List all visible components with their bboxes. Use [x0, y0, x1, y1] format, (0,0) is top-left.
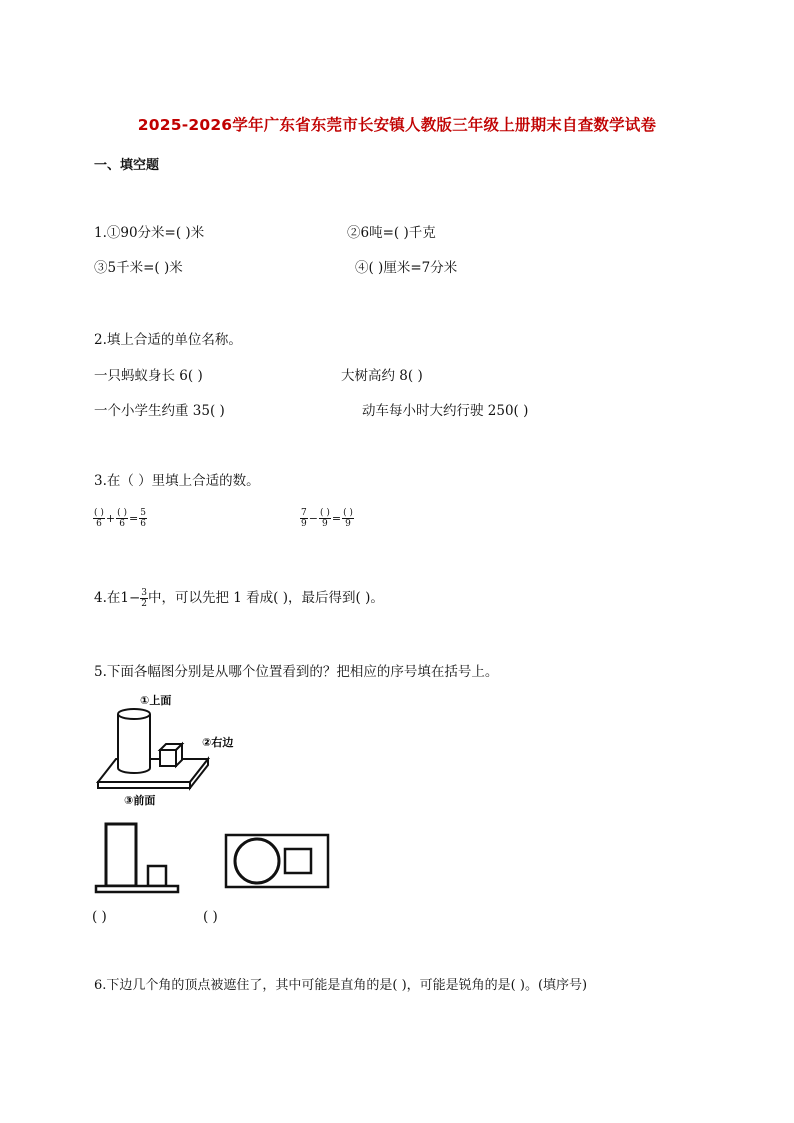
fraction	[319, 508, 331, 529]
label-right-view: ②右边	[202, 736, 234, 749]
q2-part-c: 一个小学生约重 35( )	[94, 403, 225, 419]
cylinder-top-view-circle	[235, 839, 279, 883]
q6-prompt: 6.下边几个角的顶点被遮住了，其中可能是直角的是( )，可能是锐角的是( )。(填序号)	[94, 978, 588, 993]
view-drawing-a	[94, 820, 184, 896]
q2-part-b: 大树高约 8( )	[341, 368, 423, 384]
cylinder-view-rect	[106, 824, 136, 886]
numerator: ( )	[319, 508, 330, 518]
q5-answer-blank-a[interactable]: ( )	[92, 909, 107, 925]
section-heading: 一、填空题	[94, 158, 160, 173]
denominator: 9	[345, 519, 351, 529]
numerator: 5	[140, 508, 146, 518]
fraction	[342, 508, 354, 529]
q4-pre: 4.在1−	[94, 590, 141, 606]
cube-front	[160, 750, 176, 766]
base-view-rect	[96, 886, 178, 892]
minus-sign: −	[308, 512, 318, 525]
numerator: 3	[141, 588, 148, 598]
plus-sign: +	[105, 512, 116, 525]
denominator: 9	[322, 519, 328, 529]
equals-sign: =	[129, 512, 139, 525]
denominator: 6	[140, 519, 146, 529]
denominator: 2	[141, 599, 148, 609]
q5-prompt: 5.下面各幅图分别是从哪个位置看到的？把相应的序号填在括号上。	[94, 664, 499, 680]
denominator: 6	[119, 519, 125, 529]
cylinder-body	[118, 714, 150, 773]
fraction	[140, 588, 148, 609]
cylinder-top	[118, 709, 150, 719]
q3-prompt: 3.在（ ）里填上合适的数。	[94, 473, 260, 489]
q2-part-a: 一只蚂蚁身长 6( )	[94, 368, 203, 384]
q5-answer-blank-b[interactable]: ( )	[203, 909, 218, 925]
numerator: ( )	[117, 508, 127, 518]
label-top-view: ①上面	[140, 694, 172, 707]
q4-post: 中，可以先把 1 看成( )，最后得到( )。	[148, 590, 384, 606]
cube-top-view-rect	[285, 849, 311, 873]
fraction	[116, 508, 128, 529]
q3-equation-2	[300, 508, 354, 529]
q1-part-b: ②6吨=( )千克	[347, 225, 436, 241]
q4-line	[94, 588, 384, 609]
fraction	[139, 508, 147, 529]
page-title: 2025-2026学年广东省东莞市长安镇人教版三年级上册期末自查数学试卷	[137, 116, 657, 134]
fraction	[300, 508, 308, 529]
q1-part-a: 1.①90分米=( )米	[94, 225, 205, 241]
fraction	[93, 508, 105, 529]
q1-part-c: ③5千米=( )米	[94, 260, 183, 276]
q3-equation-1	[93, 508, 147, 529]
denominator: 9	[301, 519, 307, 529]
q2-prompt: 2.填上合适的单位名称。	[94, 332, 242, 348]
q1-part-d: ④( )厘米=7分米	[355, 260, 458, 276]
label-front-view: ③前面	[124, 794, 156, 807]
equals-sign: =	[331, 512, 342, 525]
numerator: ( )	[343, 508, 353, 518]
numerator: 7	[301, 508, 307, 518]
denominator: 6	[96, 519, 102, 529]
q2-part-d: 动车每小时大约行驶 250( )	[362, 403, 529, 419]
solid-figure-diagram	[90, 690, 270, 810]
view-drawing-b	[223, 832, 333, 892]
base-board-front	[98, 782, 190, 788]
cube-view-rect	[148, 866, 166, 886]
numerator: ( )	[94, 508, 104, 518]
